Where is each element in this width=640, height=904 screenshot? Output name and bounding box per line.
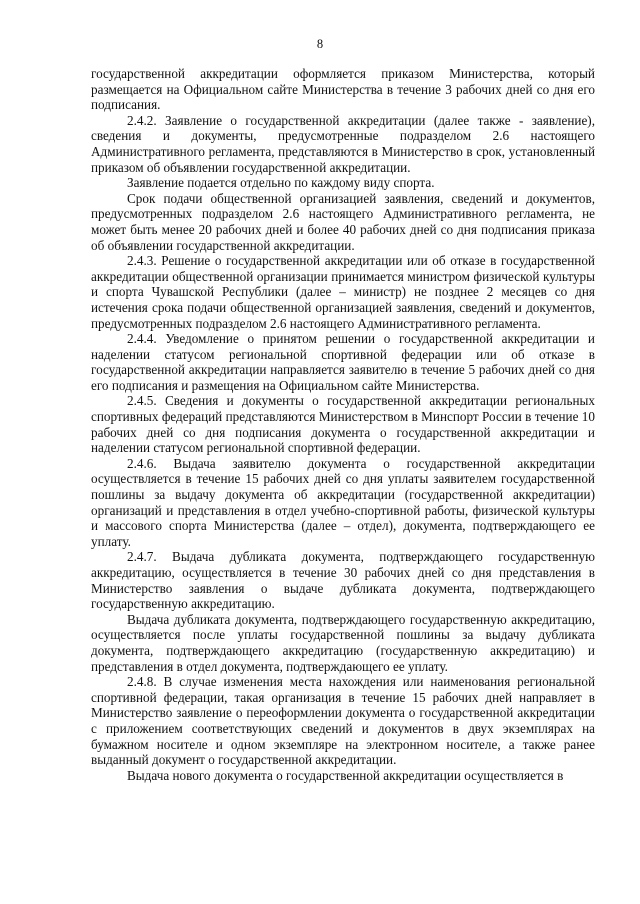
document-body	[91, 66, 595, 783]
paragraph-continuation: государственной аккредитации оформляется приказом Министерства, который размещается на Официальном сайте Министерства в течение 3 рабочих дней со дня его подписания.	[91, 66, 595, 113]
paragraph-duplicate-issuance: Выдача дубликата документа, подтверждающего государственную аккредитацию, осуществляется после уплаты государственной пошлины за выдачу дубликата документа, подтверждающего аккредитацию (государственную аккредитацию) и представления в отдел документа, подтверждающего ее уплату.	[91, 611, 595, 674]
paragraph-2-4-4: 2.4.4. Уведомление о принятом решении о государственной аккредитации и наделении статусом региональной спортивной федерации или об отказе в государственной аккредитации направляется заявителю в течение 5 рабочих дней со дня его подписания и размещения на Официальном сайте Министерства.	[91, 331, 595, 393]
paragraph-submission-deadline: Срок подачи общественной организацией заявления, сведений и документов, предусмотренных подразделом 2.6 настоящего Административного регламента, не может быть менее 20 рабочих дней и более 40 рабочих дней со дня подписания приказа об объявлении государственной аккредитации.	[91, 190, 595, 253]
page-number: 8	[316, 37, 324, 51]
paragraph-new-document-issuance: Выдача нового документа о государственной аккредитации осуществляется в	[127, 767, 564, 783]
paragraph-2-4-3: 2.4.3. Решение о государственной аккредитации или об отказе в государственной аккредитации общественной организации принимается министром физической культуры и спорта Чувашской Республики (далее – министр) не позднее 2 месяцев со дня истечения срока подачи общественной организацией заявления, сведений и документов, предусмотренных подразделом 2.6 настоящего Административного регламента.	[91, 253, 595, 331]
paragraph-per-sport: Заявление подается отдельно по каждому виду спорта.	[127, 175, 435, 191]
paragraph-2-4-5: 2.4.5. Сведения и документы о государственной аккредитации региональных спортивных федераций представляются Министерством в Минспорт России в течение 10 рабочих дней со дня подписания документа о государственной аккредитации и наделении статусом региональной спортивной федерации.	[91, 393, 595, 456]
paragraph-2-4-7: 2.4.7. Выдача дубликата документа, подтверждающего государственную аккредитацию, осуществляется в течение 30 рабочих дней со дня представления в Министерство заявления о выдаче дубликата документа, подтверждающего государственную аккредитацию.	[91, 549, 595, 612]
paragraph-2-4-8: 2.4.8. В случае изменения места нахождения или наименования региональной спортивной федерации, такая организация в течение 15 рабочих дней направляет в Министерство заявление о переоформлении документа о государственной аккредитации с приложением соответствующих сведений и документов в двух экземплярах на бумажном носителе и одном экземпляре на электронном носителе, а также ранее выданный документ о государственной аккредитации.	[91, 674, 595, 768]
paragraph-2-4-6: 2.4.6. Выдача заявителю документа о государственной аккредитации осуществляется в течение 15 рабочих дней со дня уплаты заявителем государственной пошлины за выдачу документа об аккредитации (государственной аккредитации) организаций и представления в отдел учебно-спортивной работы, физической культуры и массового спорта Министерства (далее – отдел), документа, подтверждающего ее уплату.	[91, 455, 595, 549]
paragraph-2-4-2: 2.4.2. Заявление о государственной аккредитации (далее также - заявление), сведения и документы, предусмотренные подразделом 2.6 настоящего Административного регламента, представляются в Министерство в срок, установленный приказом об объявлении государственной аккредитации.	[91, 112, 595, 175]
